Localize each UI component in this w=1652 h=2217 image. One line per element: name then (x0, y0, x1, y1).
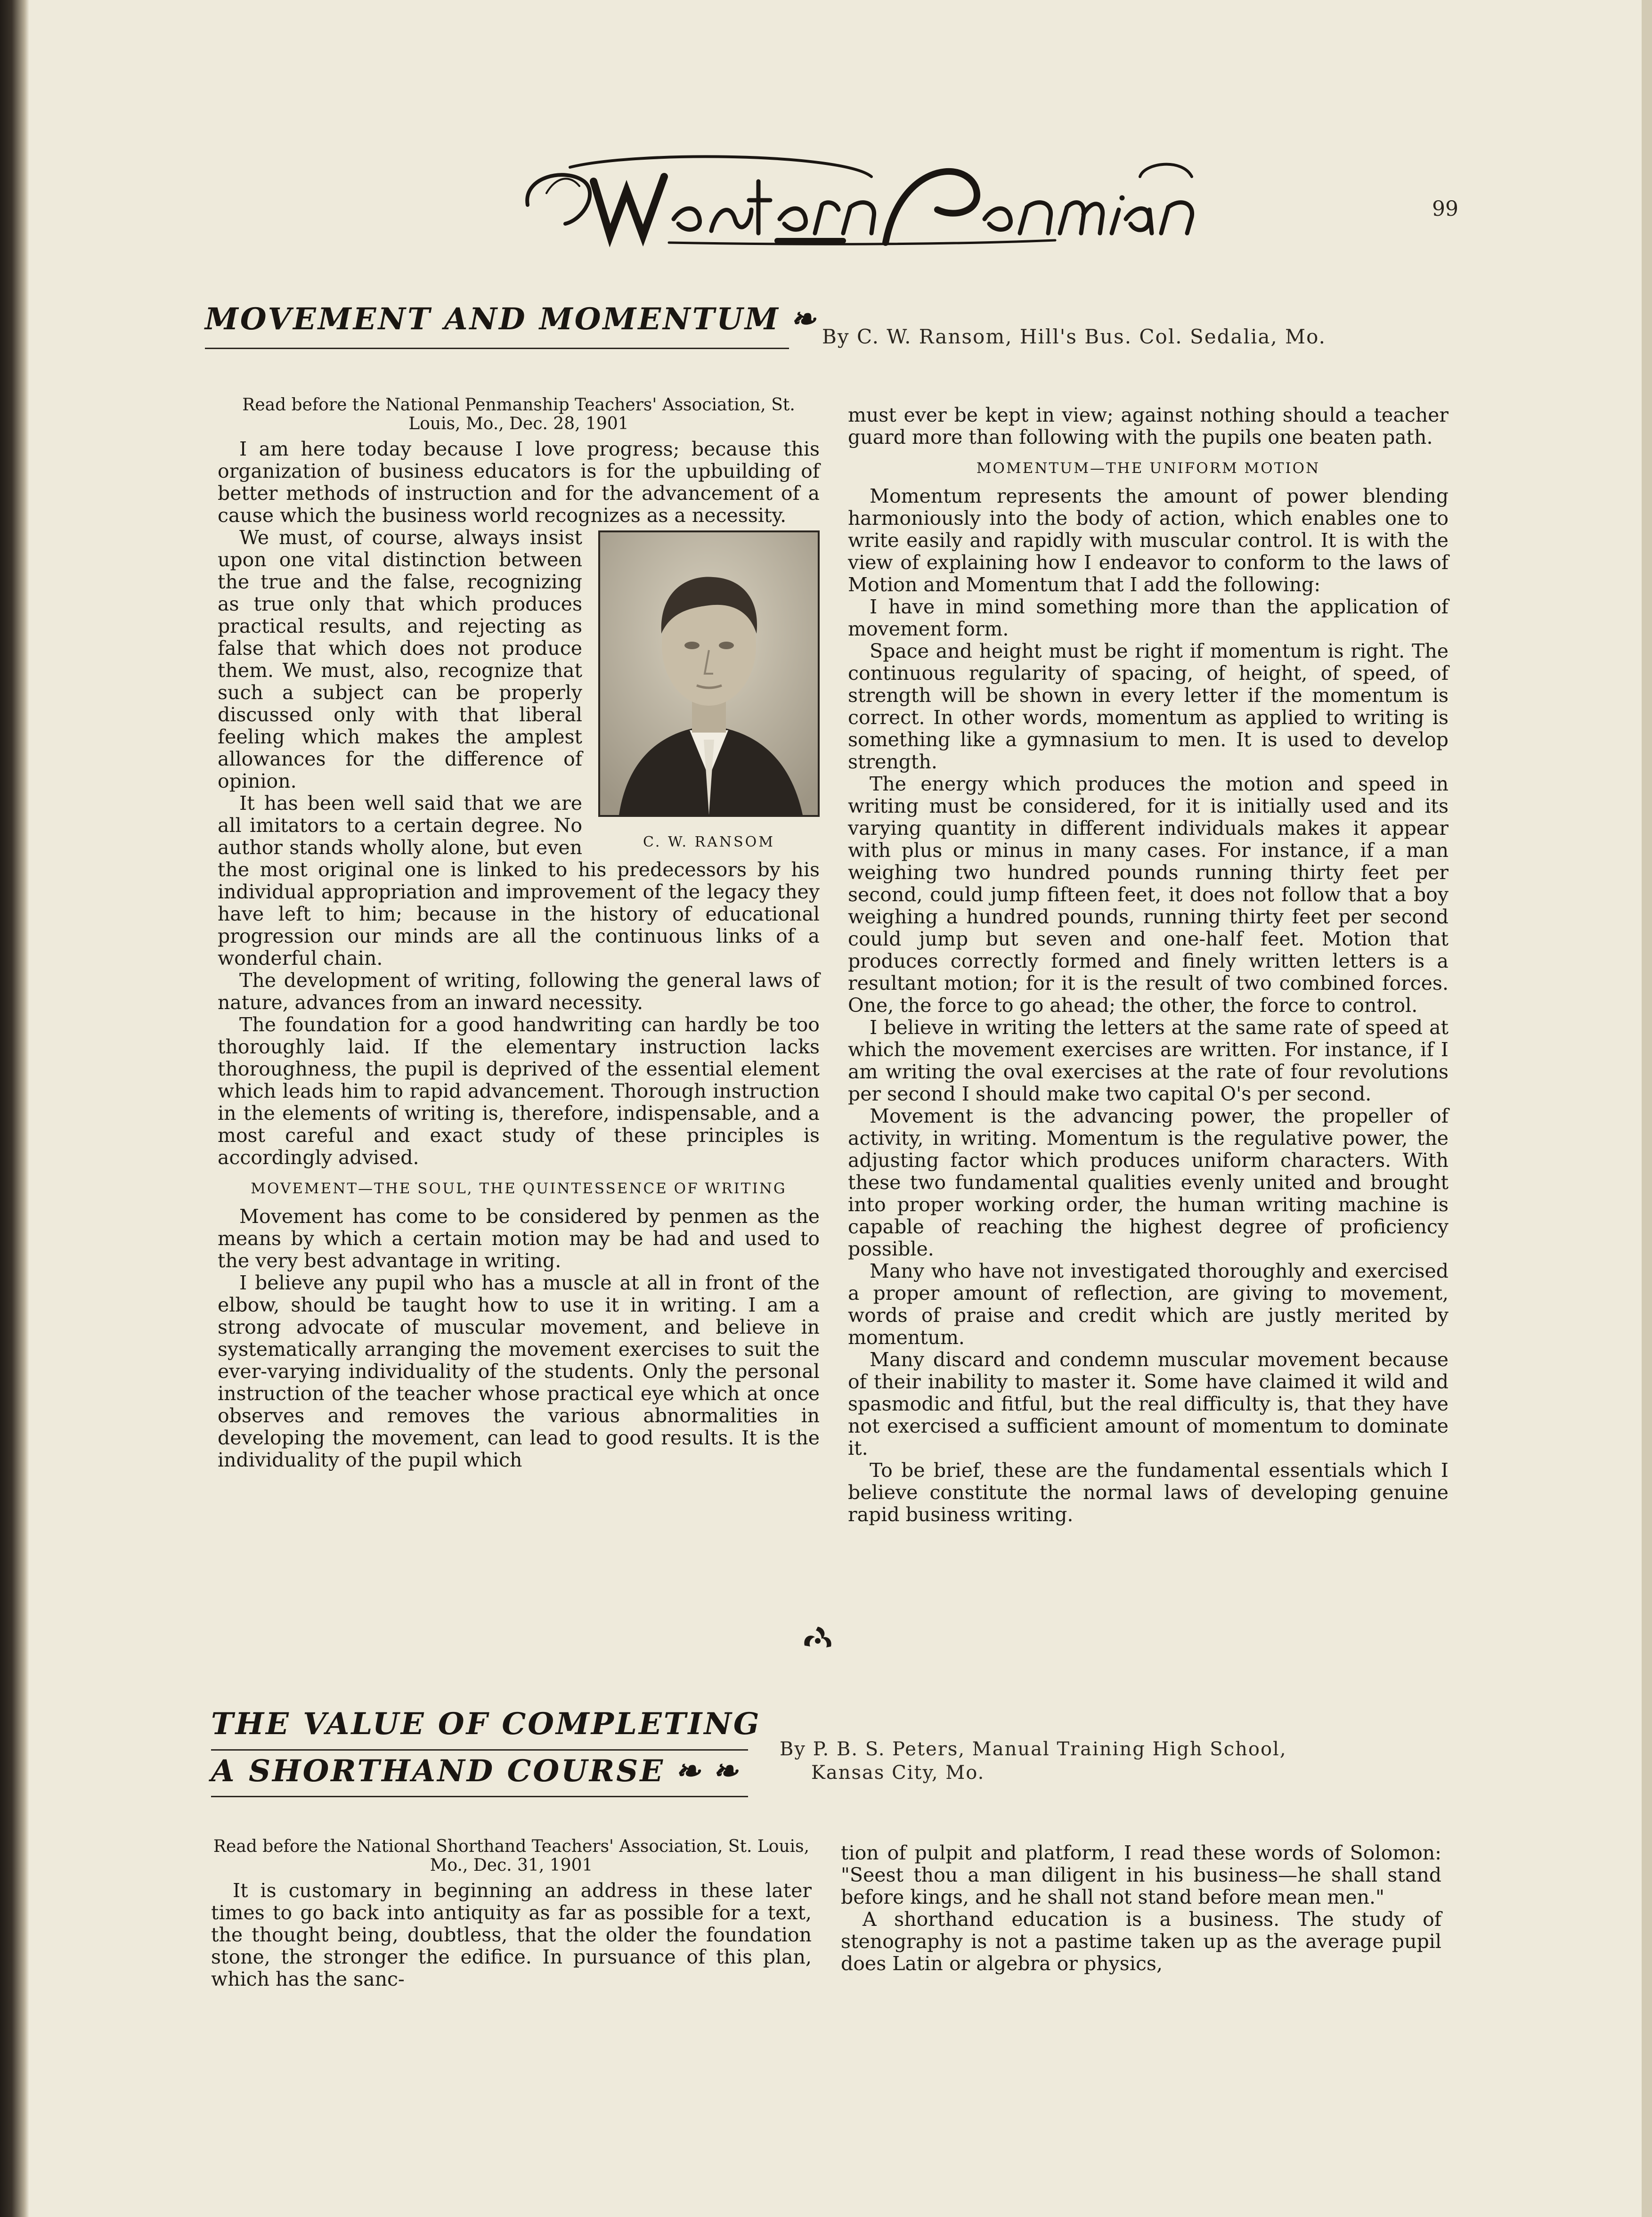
paragraph: The energy which produces the motion and speed in writing must be considered, for it is initially used and its varying quantity in different individuals makes it appear with plus or minus in many cases. For instance, if a man weighing two hundred pounds running thirty feet per second, could jump fifteen feet, it does not follow that a boy weighing a hundred pounds, running thirty feet per second could jump but seven and one-half feet. Motion that produces correctly formed and finely written letters is a resultant motion; for it is the result of two combined forces. One, the force to go ahead; the other, the force to control. (848, 773, 1449, 1017)
paragraph: The foundation for a good handwriting can hardly be too thoroughly laid. If the elementary instruction lacks thoroughness, the pupil is deprived of the essential element which leads him to rapid advancement. Thorough instruction in the elements of writing is, therefore, indispensable, and a most careful and exact study of these principles is accordingly advised. (218, 1013, 820, 1169)
paragraph: We must, of course, always insist upon one vital distinction between the true and the false, recognizing as true only that which produces practical results, and rejecting as false that which does not produce them. We must, also, recognize that such a subject can be properly discussed only with that liberal feeling which makes the amplest allowances for the difference of opinion. (218, 526, 582, 792)
article-byline: By P. B. S. Peters, Manual Training High School, (780, 1738, 1287, 1760)
paragraph: To be brief, these are the fundamental essentials which I believe constitute the normal laws of developing genuine rapid business writing. (848, 1459, 1449, 1526)
portrait-figure (598, 530, 820, 853)
title-underline (211, 1749, 748, 1751)
paragraph: Space and height must be right if momentum is right. The continuous regularity of spacing, of height, of speed, of strength will be shown in every letter if the momentum is correct. In other words, momentum as applied to writing is something like a gymnasium to men. It is used to develop strength. (848, 640, 1449, 773)
section-subhead: MOVEMENT—THE SOUL, THE QUINTESSENCE OF WRITING (251, 1180, 787, 1197)
article-title-line: THE VALUE OF COMPLETING (211, 1706, 761, 1742)
article-title (205, 302, 818, 337)
paragraph: It is customary in beginning an address in these later times to go back into antiquity as far as possible for a text, the thought being, doubtless, that the older the foundation stone, the stronger the edifice. In pursuance of this plan, which has the sanc- (211, 1879, 812, 1990)
fleuron-icon: ❧ (675, 1753, 702, 1789)
title-underline (211, 1796, 748, 1797)
article-intro-note: Read before the National Shorthand Teachers' Association, St. Louis, Mo., Dec. 31, 1901 (213, 1837, 810, 1875)
paragraph: Many discard and condemn muscular movement because of their inability to master it. Some have claimed it wild and spasmodic and fitful, but the real difficulty is, that they have not exercised a sufficient amount of momentum to dominate it. (848, 1348, 1449, 1459)
article-title-text: MOVEMENT AND MOMENTUM (205, 302, 780, 337)
paragraph: I believe any pupil who has a muscle at all in front of the elbow, should be taught how to use it in writing. I am a strong advocate of muscular movement, and believe in systematically arranging the movement exercises to suit the ever-varying individuality of the students. Only the personal instruction of the teacher whose practical eye which at once observes and removes the various abnormalities in developing the movement, can lead to good results. It is the individuality of the pupil which (218, 1272, 820, 1471)
paragraph: Many who have not investigated thoroughly and exercised a proper amount of reflection, are giving to movement, words of praise and credit which are justly merited by momentum. (848, 1260, 1449, 1349)
paragraph-continued: must ever be kept in view; against nothing should a teacher guard more than following with the pupils one beaten path. (848, 404, 1449, 448)
paragraph: Momentum represents the amount of power blending harmoniously into the body of action, which enables one to write easily and rapidly with muscular control. It is with the view of explaining how I endeavor to conform to the laws of Motion and Momentum that I add the following: (848, 485, 1449, 596)
article-column-left (211, 1837, 812, 1990)
photo-caption: C. W. RANSOM (643, 834, 775, 850)
paragraph: Movement is the advancing power, the propeller of activity, in writing. Momentum is the regulative power, the adjusting factor which produces uniform characters. With these two fundamental qualities evenly united and brought into proper working order, the human writing machine is capable of reaching the highest degree of proficiency possible. (848, 1105, 1449, 1260)
article-title-line (211, 1753, 740, 1789)
section-divider-fleuron-icon (801, 1623, 835, 1651)
title-underline (205, 348, 789, 349)
article-intro-note: Read before the National Penmanship Teachers' Association, St. Louis, Mo., Dec. 28, 1901 (242, 395, 795, 433)
fleuron-icon: ❧ (712, 1753, 740, 1789)
portrait-photo (598, 530, 820, 817)
article-column-right (841, 1842, 1441, 1975)
book-spine-shadow (0, 0, 29, 2217)
paragraph: I believe in writing the letters at the same rate of speed at which the movement exercises are written. For instance, if I am writing the oval exercises at the rate of four revolutions per second I should make two capital O's per second. (848, 1016, 1449, 1105)
article-column-left (218, 396, 820, 1471)
paragraph: It has been well said that we are all imitators to a certain degree. No author stands wholly alone, but even the most original one is linked to his predecessors by his individual appropriation and improvement of the legacy they have left to him; because in the history of educational progression our minds are all the continuous links of a wonderful chain. (218, 792, 820, 970)
article-byline: Kansas City, Mo. (811, 1762, 985, 1784)
paragraph: I am here today because I love progress; because this organization of business educators is for the upbuilding of better methods of instruction and for the advancement of a cause which the business world recognizes as a necessity. (218, 438, 820, 527)
paragraph-continued: tion of pulpit and platform, I read these words of Solomon: "Seest thou a man diligent in his business—he shall stand before kings, and he shall not stand before mean men." (841, 1842, 1441, 1908)
article-title-text: A SHORTHAND COURSE (211, 1753, 665, 1789)
paragraph: Movement has come to be considered by penmen as the means by which a certain motion may be had and used to the very best advantage in writing. (218, 1205, 820, 1272)
page-edge (1642, 0, 1652, 2217)
paragraph: A shorthand education is a business. The study of stenography is not a pastime taken up as the average pupil does Latin or algebra or physics, (841, 1908, 1441, 1975)
paragraph: The development of writing, following the general laws of nature, advances from an inward necessity. (218, 969, 820, 1014)
section-subhead: MOMENTUM—THE UNIFORM MOTION (976, 460, 1320, 477)
fleuron-icon: ❧ (790, 302, 818, 337)
article-column-right (848, 404, 1449, 1526)
article-byline: By C. W. Ransom, Hill's Bus. Col. Sedalia, Mo. (822, 325, 1326, 348)
page-number: 99 (1432, 197, 1458, 221)
masthead-logo (513, 148, 1201, 261)
paragraph: I have in mind something more than the application of movement form. (848, 595, 1449, 640)
